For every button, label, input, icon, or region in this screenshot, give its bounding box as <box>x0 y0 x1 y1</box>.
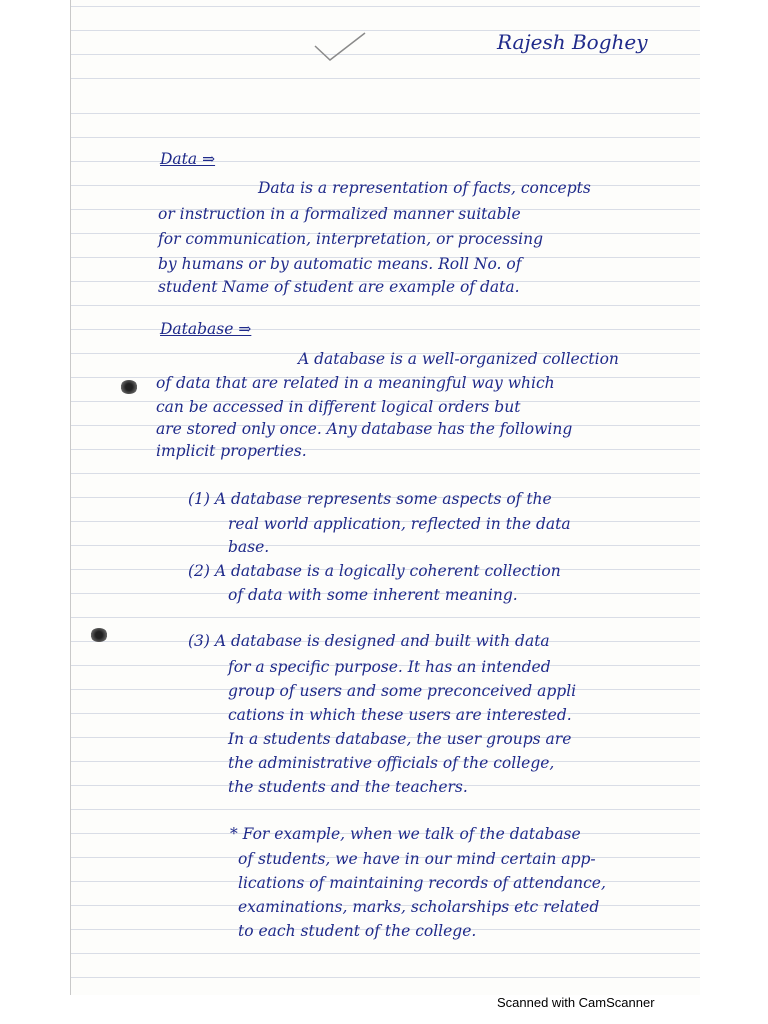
point2-line-2: of data with some inherent meaning. <box>228 586 518 604</box>
point3-line-6: the administrative officials of the college, <box>228 754 555 772</box>
example-line-2: of students, we have in our mind certain app- <box>238 850 596 868</box>
point1-line-3: base. <box>228 538 270 556</box>
heading-data: Data ⇒ <box>160 150 216 168</box>
data-line-1: Data is a representation of facts, concepts <box>258 179 591 197</box>
example-line-3: lications of maintaining records of attendance, <box>238 874 606 892</box>
example-line-1: * For example, when we talk of the database <box>230 825 581 843</box>
check-mark-icon <box>310 28 370 68</box>
margin-line <box>70 0 71 995</box>
database-line-5: implicit properties. <box>156 442 307 460</box>
example-line-4: examinations, marks, scholarships etc related <box>238 898 600 916</box>
data-line-3: for communication, interpretation, or processing <box>158 230 544 248</box>
example-line-5: to each student of the college. <box>238 922 477 940</box>
scanner-watermark: Scanned with CamScanner <box>497 995 655 1010</box>
data-line-2: or instruction in a formalized manner suitable <box>158 205 521 223</box>
author-name: Rajesh Boghey <box>497 30 648 54</box>
point3-line-2: for a specific purpose. It has an intended <box>228 658 551 676</box>
data-line-5: student Name of student are example of data. <box>158 278 520 296</box>
point1-line-2: real world application, reflected in the data <box>228 515 571 533</box>
point3-line-4: cations in which these users are interested. <box>228 706 572 724</box>
point3-line-1: (3) A database is designed and built with data <box>188 632 550 650</box>
point3-line-3: group of users and some preconceived appli <box>228 682 577 700</box>
data-line-4: by humans or by automatic means. Roll No. of <box>158 255 522 273</box>
point1-line-1: (1) A database represents some aspects of the <box>188 490 552 508</box>
punch-hole <box>120 380 138 394</box>
point3-line-7: the students and the teachers. <box>228 778 468 796</box>
database-line-3: can be accessed in different logical orders but <box>156 398 521 416</box>
point3-line-5: In a students database, the user groups are <box>228 730 572 748</box>
database-line-4: are stored only once. Any database has the following <box>156 420 573 438</box>
database-line-1: A database is a well-organized collection <box>298 350 619 368</box>
heading-database: Database ⇒ <box>160 320 252 338</box>
database-line-2: of data that are related in a meaningful way which <box>156 374 555 392</box>
punch-hole <box>90 628 108 642</box>
point2-line-1: (2) A database is a logically coherent collection <box>188 562 561 580</box>
